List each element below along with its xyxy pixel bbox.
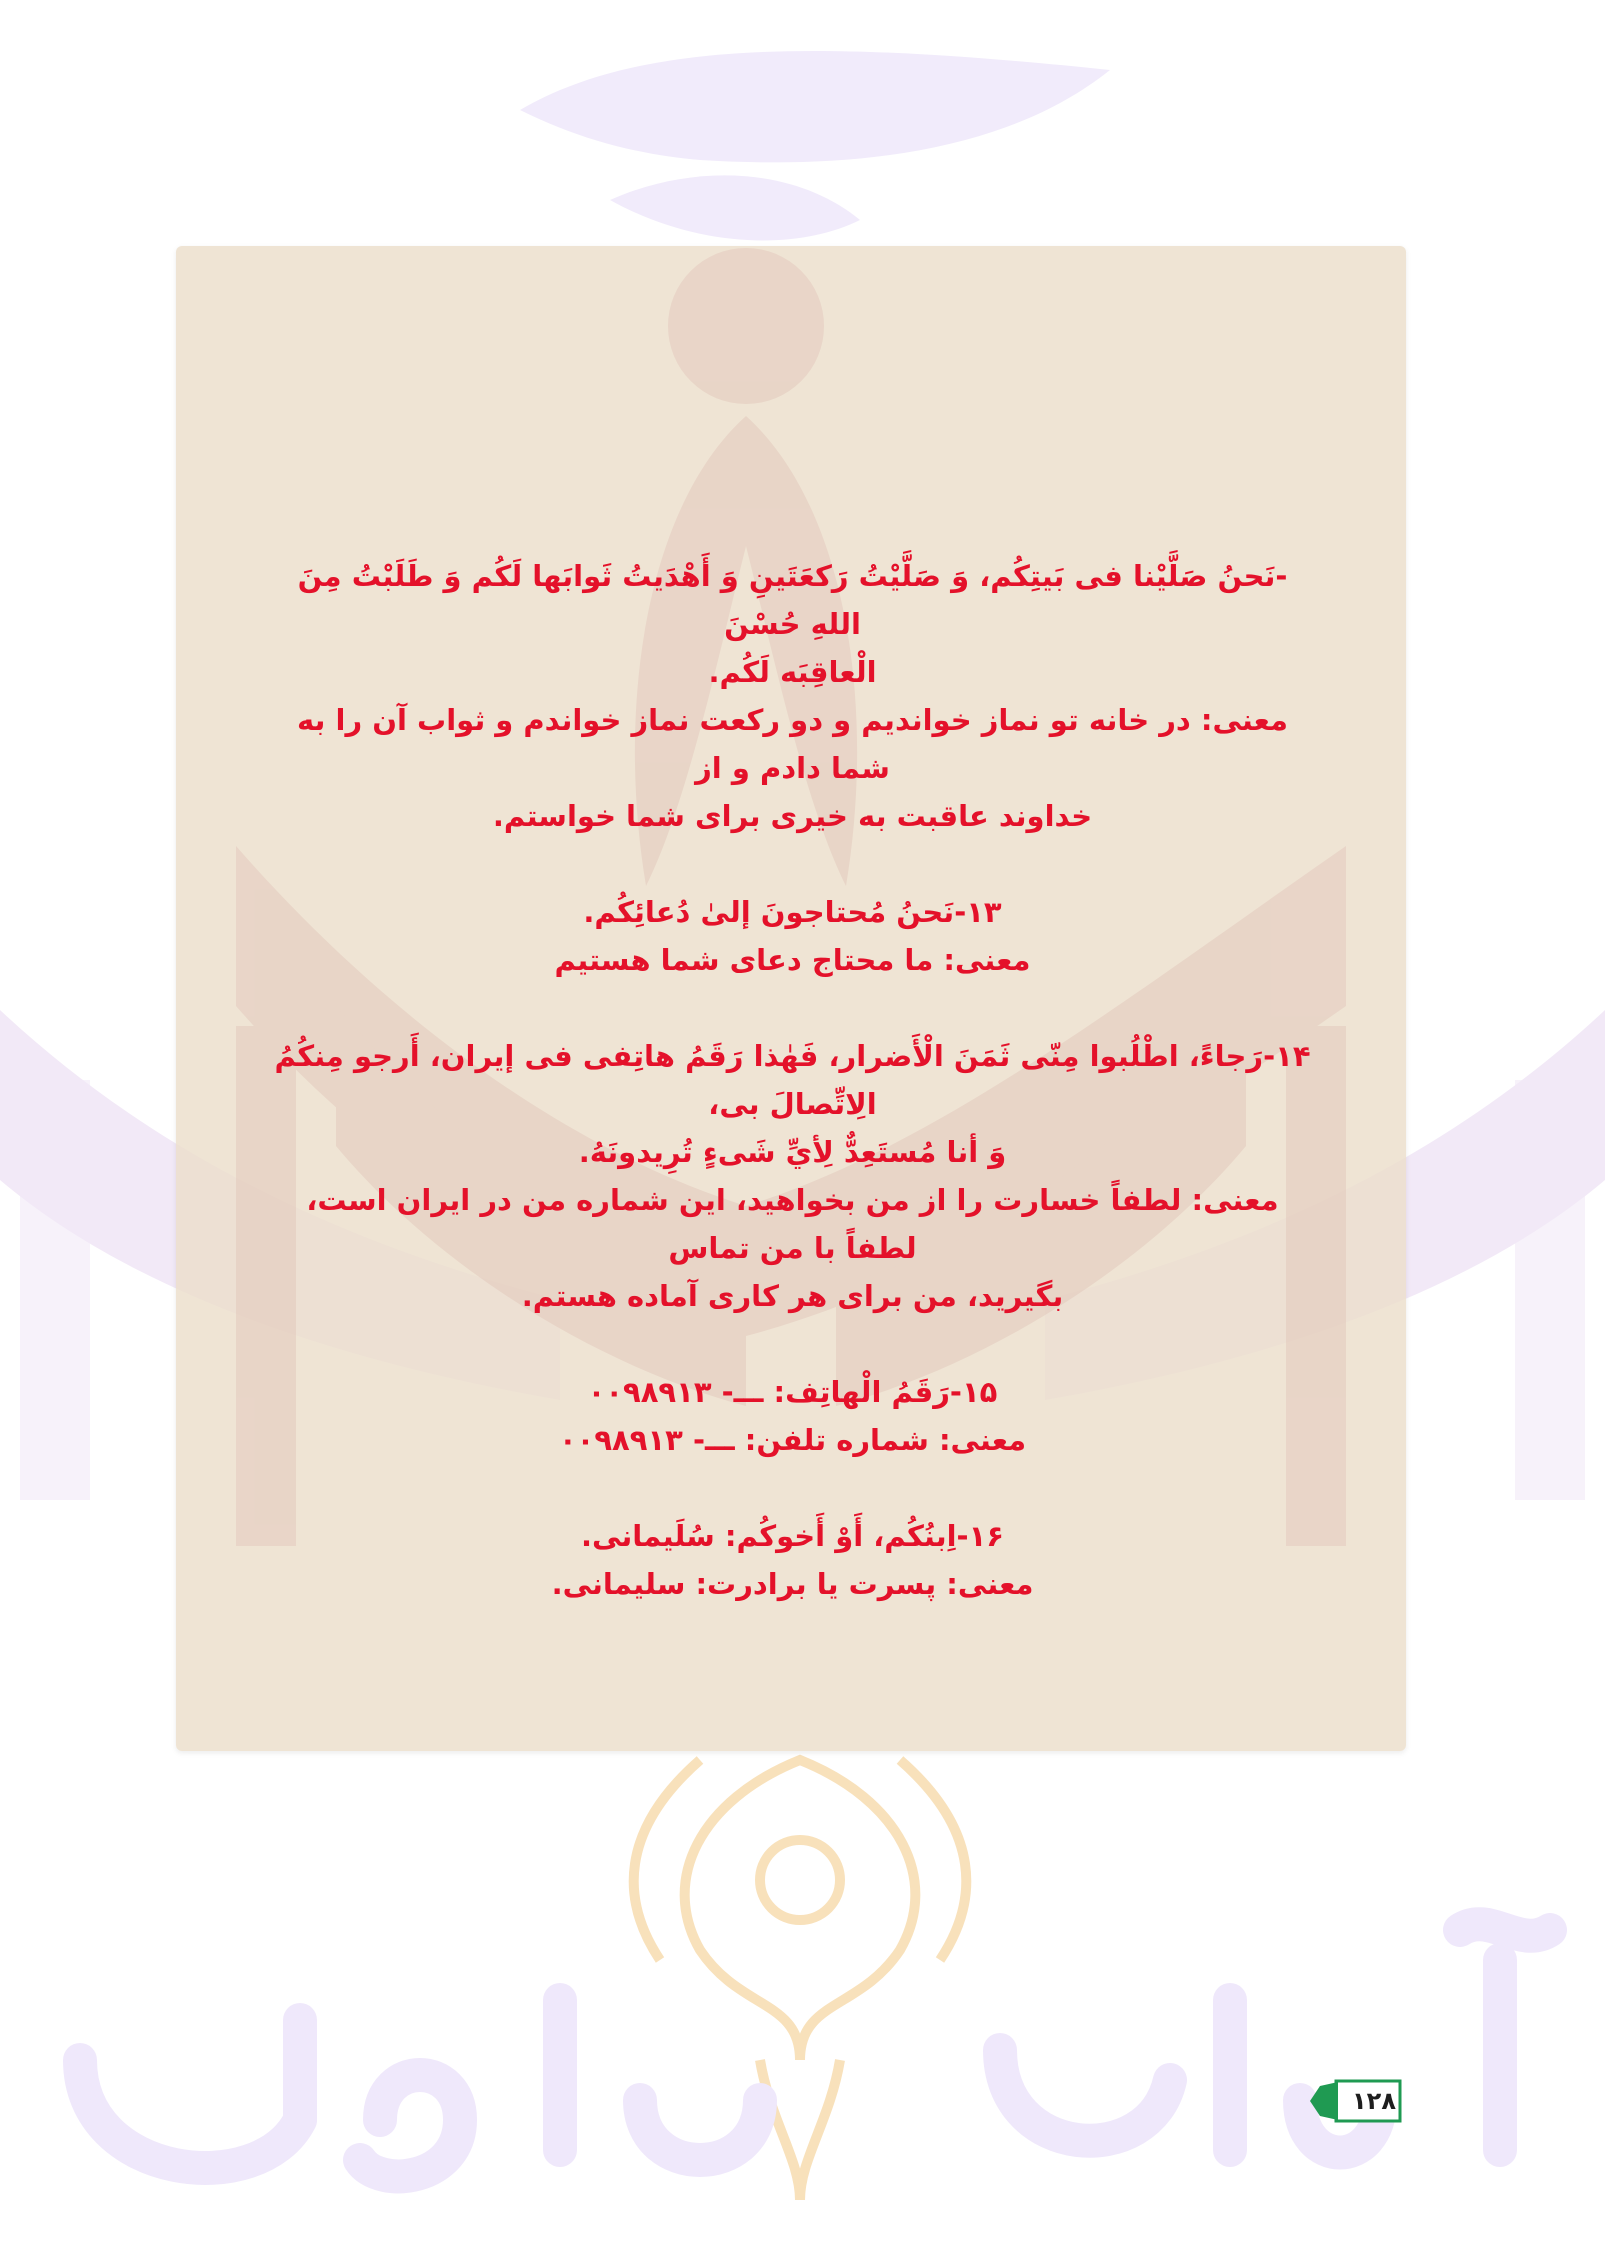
arabic-sentence-line: ۱۵-رَقَمُ الْهاتِف: ـــ- ۰۰۹۸۹۱۳ — [587, 1375, 998, 1409]
translation-line: معنی: پسرت یا برادرت: سلیمانی. — [551, 1567, 1034, 1601]
spacer — [270, 984, 1315, 1032]
page-number: ۱۲۸ — [1352, 2087, 1396, 2115]
arabic-sentence-line: ۱۶-اِبنُکُم، أَوْ أَخوکُم: سُلَيمانی. — [581, 1519, 1004, 1553]
arabic-sentence-line: الْعاقِبَه لَکُم. — [708, 655, 877, 689]
translation-line: بگیرید، من برای هر کاری آماده هستم. — [521, 1279, 1064, 1313]
exercise-text — [270, 552, 1315, 1608]
translation-line: خداوند عاقبت به خیری برای شما خواستم. — [492, 799, 1093, 833]
spacer — [270, 1464, 1315, 1512]
logo-top-icon — [520, 51, 1110, 241]
spacer — [270, 840, 1315, 888]
translation-line: معنی: شماره تلفن: ـــ- ۰۰۹۸۹۱۳ — [558, 1423, 1027, 1457]
arabic-sentence-line: -نَحنُ صَلَّيْنا فی بَیتِکُم، وَ صَلَّيْتُ رَکعَتَینِ وَ أَهْدَیتُ ثَوابَها لَکُم وَ طَلَبْتُ مِنَ اللهِ حُسْنَ — [297, 559, 1288, 641]
translation-line: معنی: لطفاً خسارت را از من بخواهید، این شماره من در ایران است، لطفاً با من تماس — [306, 1183, 1279, 1265]
translation-line: معنی: ما محتاج دعای شما هستیم — [554, 943, 1031, 977]
translation-line: معنی: در خانه تو نماز خواندیم و دو رکعت نماز خواندم و ثواب آن را به شما دادم و از — [296, 703, 1289, 785]
arabic-sentence-line: ۱۴-رَجاءً، اطْلُبوا مِنّی ثَمَنَ الْأَضرار، فَهٰذا رَقَمُ هاتِفی فی إيران، أَرجو مِنکُمُ الِاتِّصالَ بی، — [274, 1039, 1311, 1121]
arabic-sentence-line: وَ أنا مُستَعِدٌّ لِأيِّ شَیءٍ تُرِيدونَهُ. — [578, 1135, 1007, 1169]
arabic-sentence-line: ۱۳-نَحنُ مُحتاجونَ إلیٰ دُعائِکُم. — [583, 895, 1002, 929]
ornament-watermark-icon — [634, 1760, 967, 2200]
spacer — [270, 1320, 1315, 1368]
